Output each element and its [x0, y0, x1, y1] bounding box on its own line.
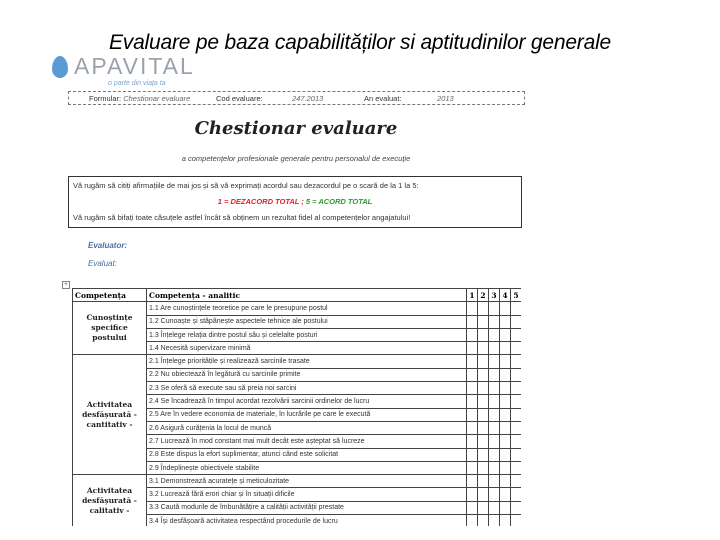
- rating-cell-1[interactable]: [467, 355, 478, 368]
- rating-cell-1[interactable]: [467, 408, 478, 421]
- table-move-handle-icon[interactable]: +: [62, 281, 70, 289]
- competence-item: 2.8 Este dispus la efort suplimentar, atunci când este solicitat: [147, 448, 467, 461]
- logo-wordmark: APAVITAL: [74, 53, 195, 79]
- rating-cell-1[interactable]: [467, 302, 478, 315]
- evaluat-label: Evaluat:: [88, 259, 117, 268]
- competence-item: 3.3 Caută modurile de îmbunătățire a calității activității prestate: [147, 501, 467, 514]
- rating-cell-1[interactable]: [467, 488, 478, 501]
- rating-cell-3[interactable]: [489, 368, 500, 381]
- rating-cell-2[interactable]: [478, 501, 489, 514]
- rating-cell-2[interactable]: [478, 408, 489, 421]
- rating-cell-5[interactable]: [511, 515, 522, 526]
- rating-cell-5[interactable]: [511, 328, 522, 341]
- slide-title: Evaluare pe baza capabilităților si aptitudinilor generale: [108, 31, 612, 54]
- competence-item: 3.2 Lucrează fără erori chiar și în situații dificile: [147, 488, 467, 501]
- rating-cell-4[interactable]: [500, 368, 511, 381]
- rating-cell-5[interactable]: [511, 421, 522, 434]
- competence-item: 3.1 Demonstrează acuratețe și meticulozitate: [147, 475, 467, 488]
- competence-item: 1.4 Necesită supervizare minimă: [147, 342, 467, 355]
- instruction-line-2: Vă rugăm să bifați toate căsuțele astfel încât să obținem un rezultat fidel al competențelor angajatului!: [73, 213, 411, 222]
- rating-cell-5[interactable]: [511, 475, 522, 488]
- rating-cell-3[interactable]: [489, 461, 500, 474]
- rating-cell-5[interactable]: [511, 395, 522, 408]
- rating-cell-2[interactable]: [478, 395, 489, 408]
- scale-legend: [73, 196, 517, 212]
- rating-cell-1[interactable]: [467, 368, 478, 381]
- scale-agree: 5 = ACORD TOTAL: [305, 197, 373, 206]
- rating-cell-2[interactable]: [478, 475, 489, 488]
- rating-cell-3[interactable]: [489, 475, 500, 488]
- rating-cell-3[interactable]: [489, 342, 500, 355]
- competence-item: 2.3 Se oferă să execute sau să preia noi sarcini: [147, 382, 467, 395]
- rating-cell-3[interactable]: [489, 488, 500, 501]
- rating-cell-3[interactable]: [489, 421, 500, 434]
- rating-cell-5[interactable]: [511, 448, 522, 461]
- rating-cell-5[interactable]: [511, 368, 522, 381]
- rating-cell-4[interactable]: [500, 395, 511, 408]
- competence-group: Cunoștințe specifice postului: [73, 302, 147, 355]
- scale-disagree: 1 = DEZACORD TOTAL: [217, 197, 300, 206]
- document-title: Chestionar evaluare: [194, 118, 398, 139]
- water-drop-icon: [52, 56, 68, 78]
- rating-cell-2[interactable]: [478, 461, 489, 474]
- column-header: 1: [467, 289, 478, 302]
- rating-cell-2[interactable]: [478, 342, 489, 355]
- rating-cell-5[interactable]: [511, 488, 522, 501]
- column-header: 5: [511, 289, 522, 302]
- rating-cell-4[interactable]: [500, 448, 511, 461]
- competence-item: 2.7 Lucrează în mod constant mai mult decât este așteptat să lucreze: [147, 435, 467, 448]
- rating-cell-5[interactable]: [511, 501, 522, 514]
- rating-cell-4[interactable]: [500, 328, 511, 341]
- competence-item: 2.2 Nu obiectează în legătură cu sarcinile primite: [147, 368, 467, 381]
- rating-cell-3[interactable]: [489, 435, 500, 448]
- rating-cell-4[interactable]: [500, 382, 511, 395]
- rating-cell-1[interactable]: [467, 342, 478, 355]
- competence-item: 1.1 Are cunoștințele teoretice pe care le presupune postul: [147, 302, 467, 315]
- code-label: Cod evaluare:: [216, 94, 263, 103]
- rating-cell-2[interactable]: [478, 382, 489, 395]
- rating-cell-2[interactable]: [478, 421, 489, 434]
- instruction-line-1: Vă rugăm să citiți afirmațiile de mai jos și să vă exprimați acordul sau dezacordul pe o scară de la 1 la 5:: [73, 181, 419, 190]
- form-header: [68, 91, 525, 105]
- rating-cell-3[interactable]: [489, 501, 500, 514]
- rating-cell-3[interactable]: [489, 328, 500, 341]
- rating-cell-5[interactable]: [511, 302, 522, 315]
- rating-cell-4[interactable]: [500, 515, 511, 526]
- rating-cell-4[interactable]: [500, 421, 511, 434]
- rating-cell-5[interactable]: [511, 355, 522, 368]
- instructions-box: [68, 176, 522, 228]
- rating-cell-4[interactable]: [500, 501, 511, 514]
- rating-cell-1[interactable]: [467, 328, 478, 341]
- rating-cell-4[interactable]: [500, 435, 511, 448]
- rating-cell-1[interactable]: [467, 395, 478, 408]
- rating-cell-2[interactable]: [478, 488, 489, 501]
- code-value: 247.2013: [292, 94, 324, 103]
- rating-cell-5[interactable]: [511, 408, 522, 421]
- rating-cell-3[interactable]: [489, 355, 500, 368]
- competence-item: 2.9 Îndeplinește obiectivele stabilite: [147, 461, 467, 474]
- column-header: 4: [500, 289, 511, 302]
- rating-cell-1[interactable]: [467, 421, 478, 434]
- rating-cell-2[interactable]: [478, 448, 489, 461]
- rating-cell-4[interactable]: [500, 475, 511, 488]
- rating-cell-2[interactable]: [478, 315, 489, 328]
- evaluation-table: [72, 288, 521, 526]
- rating-cell-4[interactable]: [500, 461, 511, 474]
- column-header: Competența - analitic: [147, 289, 467, 302]
- competence-item: 2.6 Asigură curățenia la locul de muncă: [147, 421, 467, 434]
- rating-cell-2[interactable]: [478, 328, 489, 341]
- rating-cell-1[interactable]: [467, 515, 478, 526]
- rating-cell-1[interactable]: [467, 435, 478, 448]
- rating-cell-2[interactable]: [478, 302, 489, 315]
- competence-group: Activitatea desfășurată - cantitativ -: [73, 355, 147, 475]
- apavital-logo: [50, 53, 200, 92]
- document-subtitle: a competențelor profesionale generale pentru personalul de execuție: [181, 154, 411, 163]
- competence-item: 2.4 Se încadrează în timpul acordat rezolvării sarcinii ordinelor de lucru: [147, 395, 467, 408]
- scale-separator: ;: [299, 197, 306, 206]
- evaluator-label: Evaluator:: [88, 241, 128, 250]
- rating-cell-3[interactable]: [489, 408, 500, 421]
- column-header: 2: [478, 289, 489, 302]
- competence-item: 2.5 Are în vedere economia de materiale, în lucrările pe care le execută: [147, 408, 467, 421]
- competence-item: 1.2 Cunoaște și stăpânește aspectele tehnice ale postului: [147, 315, 467, 328]
- rating-cell-4[interactable]: [500, 342, 511, 355]
- column-header: Competența: [73, 289, 147, 302]
- rating-cell-1[interactable]: [467, 501, 478, 514]
- rating-cell-4[interactable]: [500, 488, 511, 501]
- year-label: An evaluat:: [364, 94, 402, 103]
- competence-item: 2.1 Înțelege prioritățile și realizează sarcinile trasate: [147, 355, 467, 368]
- rating-cell-1[interactable]: [467, 461, 478, 474]
- table-row: [73, 355, 522, 368]
- rating-cell-2[interactable]: [478, 515, 489, 526]
- form-value: Chestionar evaluare: [123, 94, 191, 103]
- rating-cell-4[interactable]: [500, 315, 511, 328]
- rating-cell-2[interactable]: [478, 355, 489, 368]
- rating-cell-4[interactable]: [500, 302, 511, 315]
- rating-cell-3[interactable]: [489, 448, 500, 461]
- rating-cell-3[interactable]: [489, 315, 500, 328]
- rating-cell-2[interactable]: [478, 435, 489, 448]
- evaluation-table-container: [72, 288, 521, 526]
- table-row: [73, 302, 522, 315]
- rating-cell-4[interactable]: [500, 408, 511, 421]
- table-row: [73, 475, 522, 488]
- competence-group: Activitatea desfășurată - calitativ -: [73, 475, 147, 526]
- rating-cell-3[interactable]: [489, 515, 500, 526]
- rating-cell-2[interactable]: [478, 368, 489, 381]
- column-header: 3: [489, 289, 500, 302]
- rating-cell-4[interactable]: [500, 355, 511, 368]
- competence-item: 3.4 Își desfășoară activitatea respectând procedurile de lucru: [147, 515, 467, 526]
- rating-cell-5[interactable]: [511, 315, 522, 328]
- form-label: Formular:: [89, 94, 122, 103]
- rating-cell-5[interactable]: [511, 461, 522, 474]
- rating-cell-1[interactable]: [467, 475, 478, 488]
- rating-cell-5[interactable]: [511, 382, 522, 395]
- table-header-row: [73, 289, 522, 302]
- rating-cell-3[interactable]: [489, 395, 500, 408]
- rating-cell-1[interactable]: [467, 382, 478, 395]
- rating-cell-3[interactable]: [489, 382, 500, 395]
- rating-cell-3[interactable]: [489, 302, 500, 315]
- rating-cell-5[interactable]: [511, 435, 522, 448]
- year-value: 2013: [437, 94, 454, 103]
- rating-cell-1[interactable]: [467, 315, 478, 328]
- logo-tagline: o parte din viața ta: [108, 80, 166, 87]
- competence-item: 1.3 Înțelege relația dintre postul său și celelalte posturi: [147, 328, 467, 341]
- rating-cell-5[interactable]: [511, 342, 522, 355]
- rating-cell-1[interactable]: [467, 448, 478, 461]
